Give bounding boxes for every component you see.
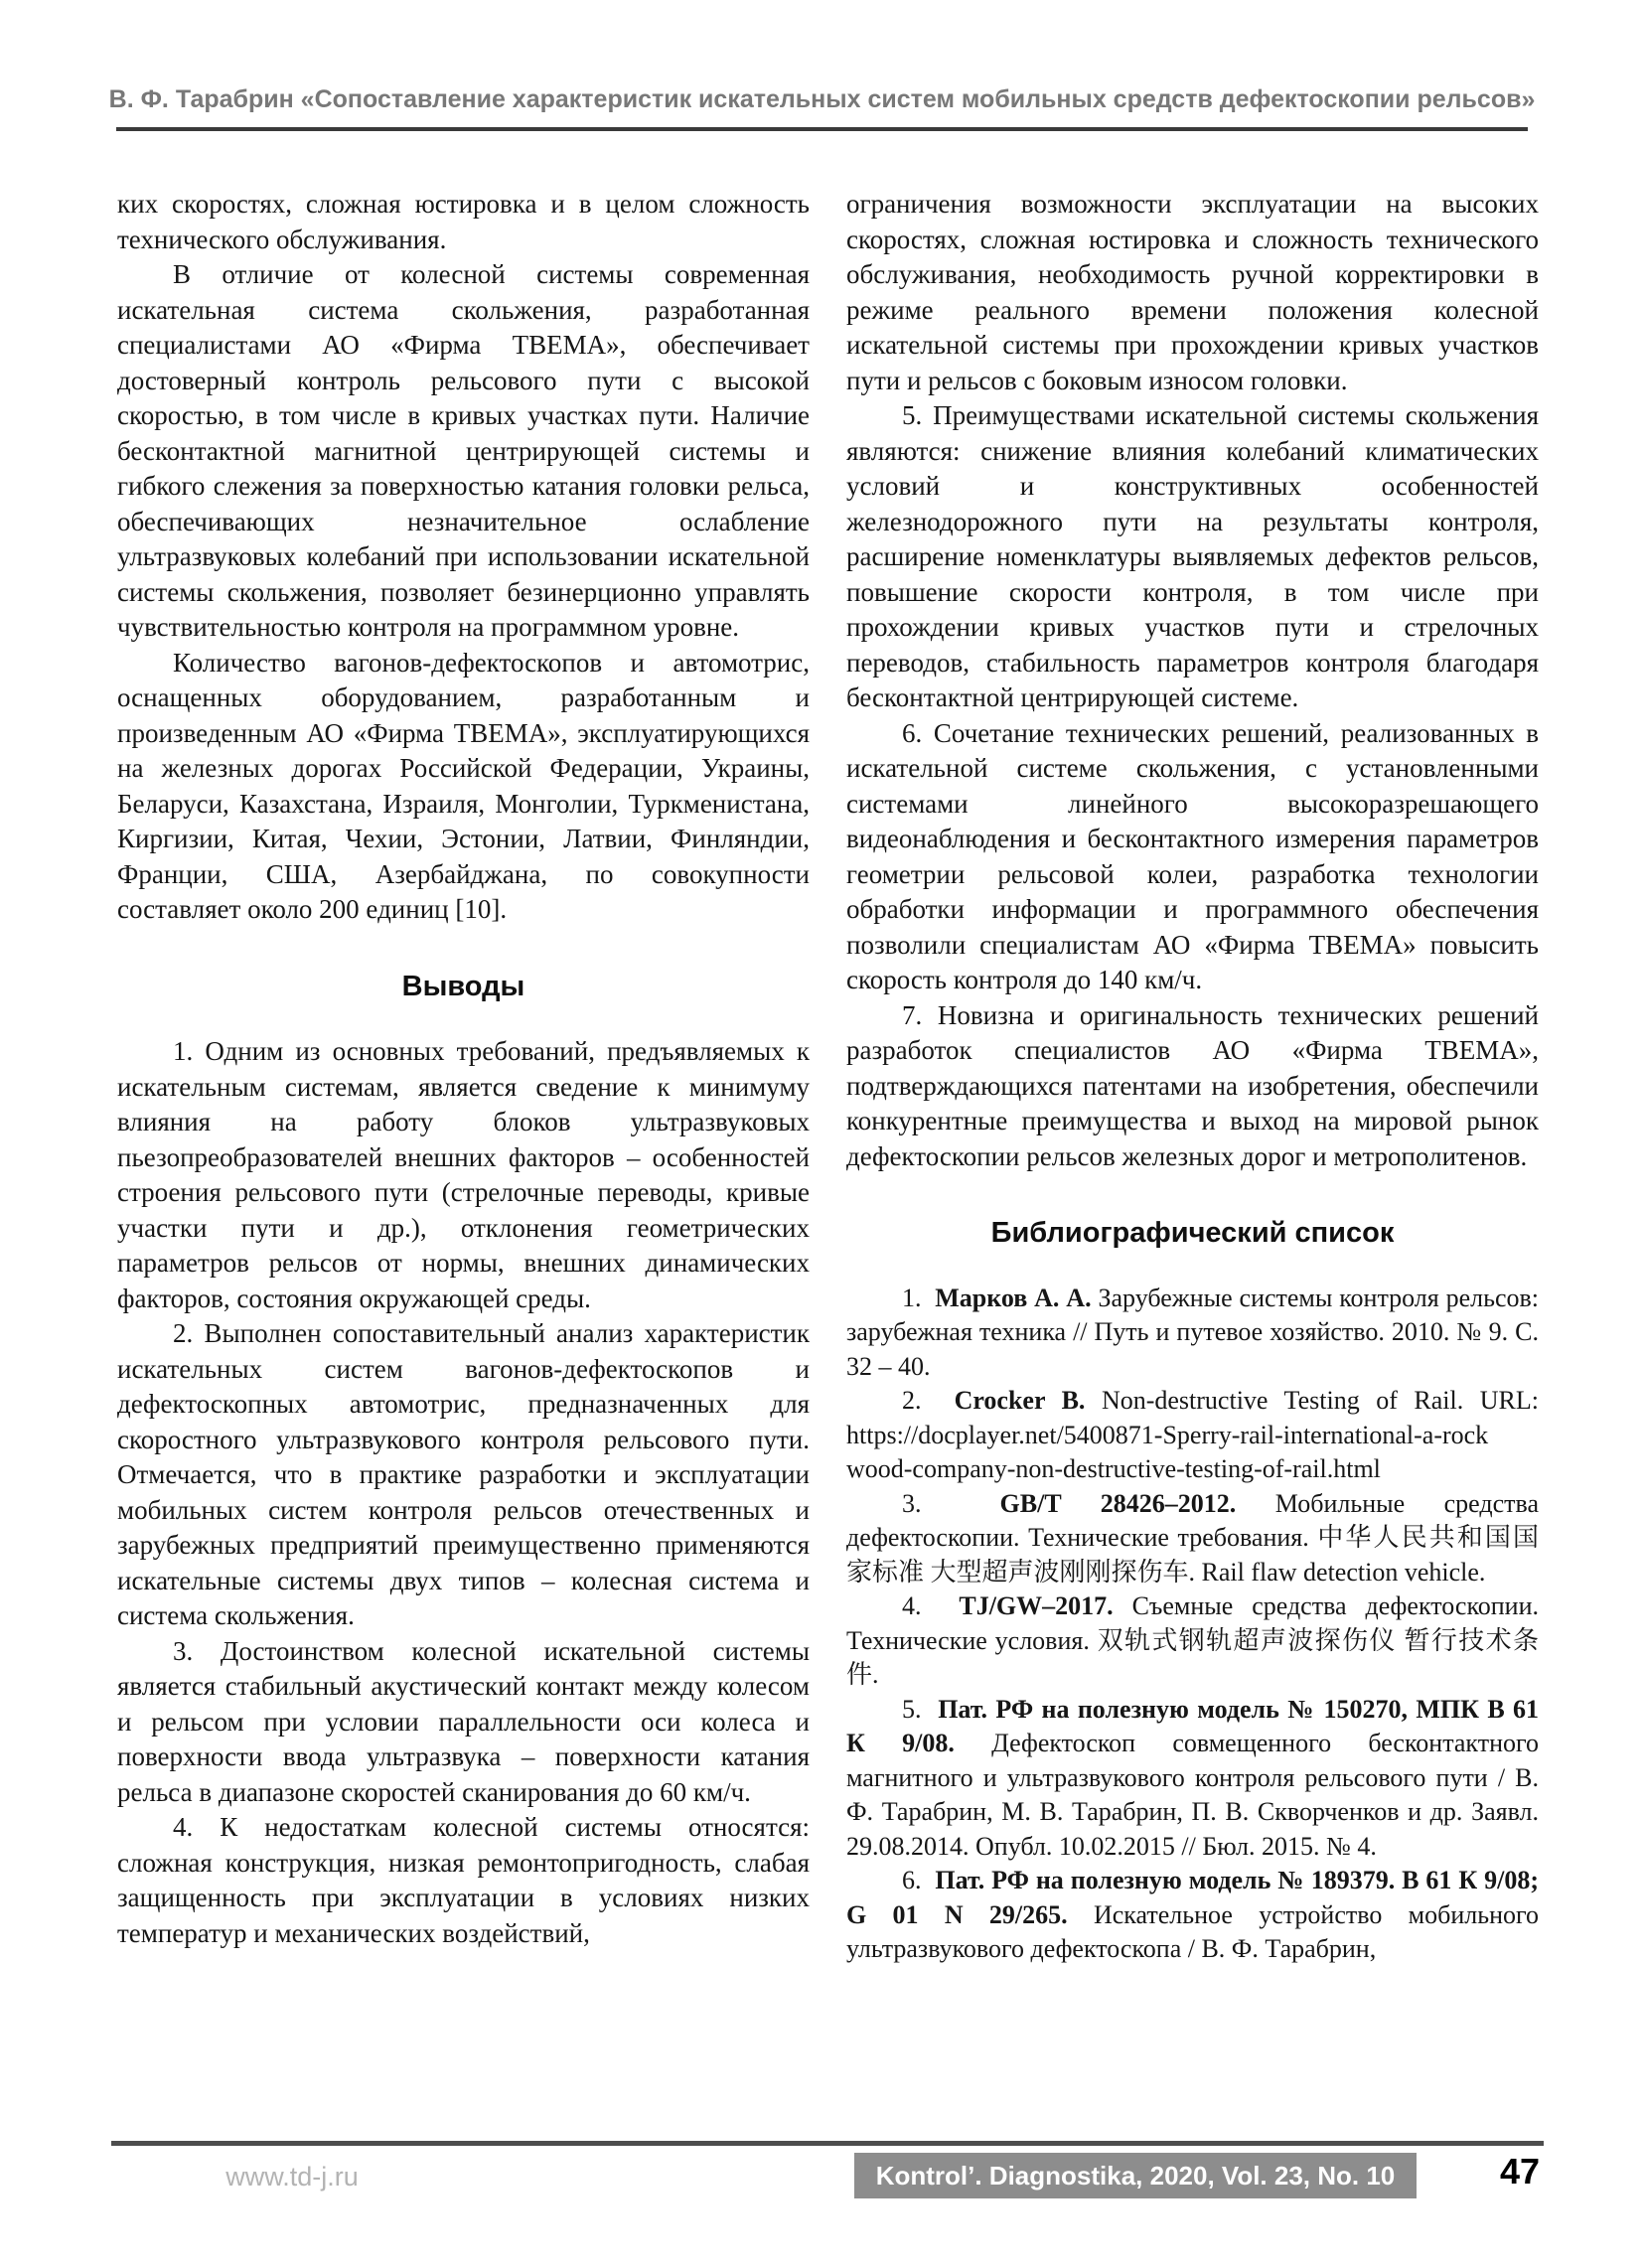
reference-text: Зарубежные системы контроля рельсов: зарубежная техника // Путь и путевое хозяйство. 2010. № 9. С. 32 – 40. xyxy=(846,1283,1539,1381)
reference-item xyxy=(846,1693,1539,1865)
site-url-watermark: www.td-j.ru xyxy=(225,2162,359,2192)
running-head-title: В. Ф. Тарабрин «Сопоставление характеристик искательных систем мобильных средств дефектоскопии рельсов» xyxy=(108,85,1536,113)
section-heading: Библиографический список xyxy=(990,1217,1395,1249)
reference-text: Съемные средства дефектоскопии. Технические условия. 双轨式钢轨超声波探伤仪 暂行技术条件. xyxy=(846,1591,1539,1689)
reference-lead: Crocker B. xyxy=(954,1386,1086,1415)
reference-number: 5. xyxy=(902,1694,939,1724)
reference-text: Non-destructive Testing of Rail. URL: https://docplayer.net/5400871-Sperry-rail-international-a-rock wood-company-non-destructive-testing-of-rail.html xyxy=(846,1386,1539,1483)
journal-issue-badge: Kontrol’. Diagnostika, 2020, Vol. 23, No. 10 xyxy=(854,2153,1417,2198)
reference-text: Искательное устройство мобильного ультразвукового дефектоскопа / В. Ф. Тарабрин, xyxy=(846,1899,1539,1963)
right-text-column xyxy=(846,187,1539,2134)
reference-lead: Пат. РФ на полезную модель № 189379. В 61 К 9/08; G 01 N 29/265. xyxy=(846,1866,1539,1929)
reference-number: 1. xyxy=(902,1283,936,1312)
reference-number: 2. xyxy=(902,1386,955,1415)
reference-item xyxy=(846,1589,1539,1693)
left-text-column xyxy=(117,187,810,2134)
reference-item xyxy=(846,1487,1539,1590)
reference-text: Мобильные средства дефектоскопии. Технические требования. 中华人民共和国国家标准 大型超声波刚刚探伤车. Rail flaw detection vehicle. xyxy=(846,1488,1539,1587)
body-paragraph: 1. Одним из основных требований, предъявляемых к искательным системам, является сведение к минимуму влияния на работу блоков ультразвуковых пьезопреобразователей внешних факторов – особенностей строения рельсового пути (стрелочные переводы, кривые участки пути и др.), отклонения геометрических параметров рельсов от нормы, внешних динамических факторов, состояния окружающей среды. xyxy=(117,1036,810,1313)
reference-text: Дефектоскоп совмещенного бесконтактного магнитного и ультразвукового контроля рельсового пути / В. Ф. Тарабрин, М. В. Тарабрин, П. В. Скворченков и др. Заявл. 29.08.2014. Опубл. 10.02.2015 // Бюл. 2015. № 4. xyxy=(846,1729,1539,1861)
reference-lead: TJ/GW–2017. xyxy=(959,1591,1114,1620)
header-rule xyxy=(116,127,1528,131)
body-paragraph: 7. Новизна и оригинальность технических решений разработок специалистов АО «Фирма ТВЕМА», подтверждающихся патентами на изобретения, обеспечили конкурентные преимущества и выход на мировой рынок дефектоскопии рельсов железных дорог и метрополитенов. xyxy=(846,999,1539,1171)
reference-number: 4. xyxy=(902,1591,960,1620)
page-number: 47 xyxy=(1499,2151,1540,2192)
body-paragraph: 6. Сочетание технических решений, реализованных в искательной системе скольжения, с установленными системами линейного высокоразрешающего видеонаблюдения и бесконтактного измерения параметров геометрии рельсовой колеи, разработка технологии обработки информации и программного обеспечения позволили специалистам АО «Фирма ТВЕМА» повысить скорость контроля до 140 км/ч. xyxy=(846,717,1539,994)
body-paragraph: 3. Достоинством колесной искательной системы является стабильный акустический контакт между колесом и рельсом при условии параллельности оси колеса и поверхности ввода ультразвука – поверхности катания рельса в диапазоне скоростей сканирования до 60 км/ч. xyxy=(117,1635,810,1807)
section-heading: Выводы xyxy=(401,970,525,1002)
body-paragraph: 2. Выполнен сопоставительный анализ характеристик искательных систем вагонов-дефектоскопов и дефектоскопных автомотрис, предназначенных для скоростного ультразвукового контроля рельсового пути. Отмечается, что в практике разработки и эксплуатации мобильных систем контроля рельсов отечественных и зарубежных предприятий преимущественно применяются искательные системы двух типов – колесная система и система скольжения. xyxy=(117,1318,810,1630)
body-paragraph: ограничения возможности эксплуатации на высоких скоростях, сложная юстировка и сложность технического обслуживания, необходимость ручной корректировки в режиме реального времени положения колесной искательной системы при прохождении кривых участков пути и рельсов с боковым износом головки. xyxy=(846,189,1539,395)
reference-lead: GB/T 28426–2012. xyxy=(999,1488,1237,1518)
footer-rule xyxy=(111,2141,1544,2146)
reference-lead: Пат. РФ на полезную модель № 150270, МПК В 61 К 9/08. xyxy=(846,1694,1539,1757)
body-paragraph: В отличие от колесной системы современная искательная система скольжения, разработанная специалистами АО «Фирма ТВЕМА», обеспечивает достоверный контроль рельсового пути с высокой скоростью, в том числе в кривых участках пути. Наличие бесконтактной магнитной центрирующей системы и гибкого слежения за поверхностью катания головки рельса, обеспечивающих незначительное ослабление ультразвуковых колебаний при использовании искательной системы скольжения, позволяет безинерционно управлять чувствительностью контроля на программном уровне. xyxy=(117,259,810,642)
reference-number: 6. xyxy=(902,1866,936,1894)
body-paragraph: Количество вагонов-дефектоскопов и автомотрис, оснащенных оборудованием, разработанным и произведенным АО «Фирма ТВЕМА», эксплуатирующихся на железных дорогах Российской Федерации, Украины, Беларуси, Казахстана, Израиля, Монголии, Туркменистана, Киргизии, Китая, Чехии, Эстонии, Латвии, Финляндии, Франции, США, Азербайджана, по совокупности составляет около 200 единиц [10]. xyxy=(117,647,810,924)
reference-item xyxy=(846,1384,1539,1487)
reference-number: 3. xyxy=(902,1488,1000,1518)
body-paragraph: 4. К недостаткам колесной системы относятся: сложная конструкция, низкая ремонтопригодность, слабая защищенность при эксплуатации в условиях низких температур и механических воздействий, xyxy=(117,1812,810,1948)
reference-item xyxy=(846,1282,1539,1385)
reference-item xyxy=(846,1864,1539,1967)
reference-lead: Марков А. А. xyxy=(935,1283,1092,1312)
body-paragraph: 5. Преимуществами искательной системы скольжения являются: снижение влияния колебаний климатических условий и конструктивных особенностей железнодорожного пути на результаты контроля, расширение номенклатуры выявляемых дефектов рельсов, повышение скорости контроля, в том числе при прохождении кривых участков пути и стрелочных переводов, стабильность параметров контроля благодаря бесконтактной центрирующей системе. xyxy=(846,400,1539,712)
body-paragraph: ких скоростях, сложная юстировка и в целом сложность технического обслуживания. xyxy=(117,189,810,254)
